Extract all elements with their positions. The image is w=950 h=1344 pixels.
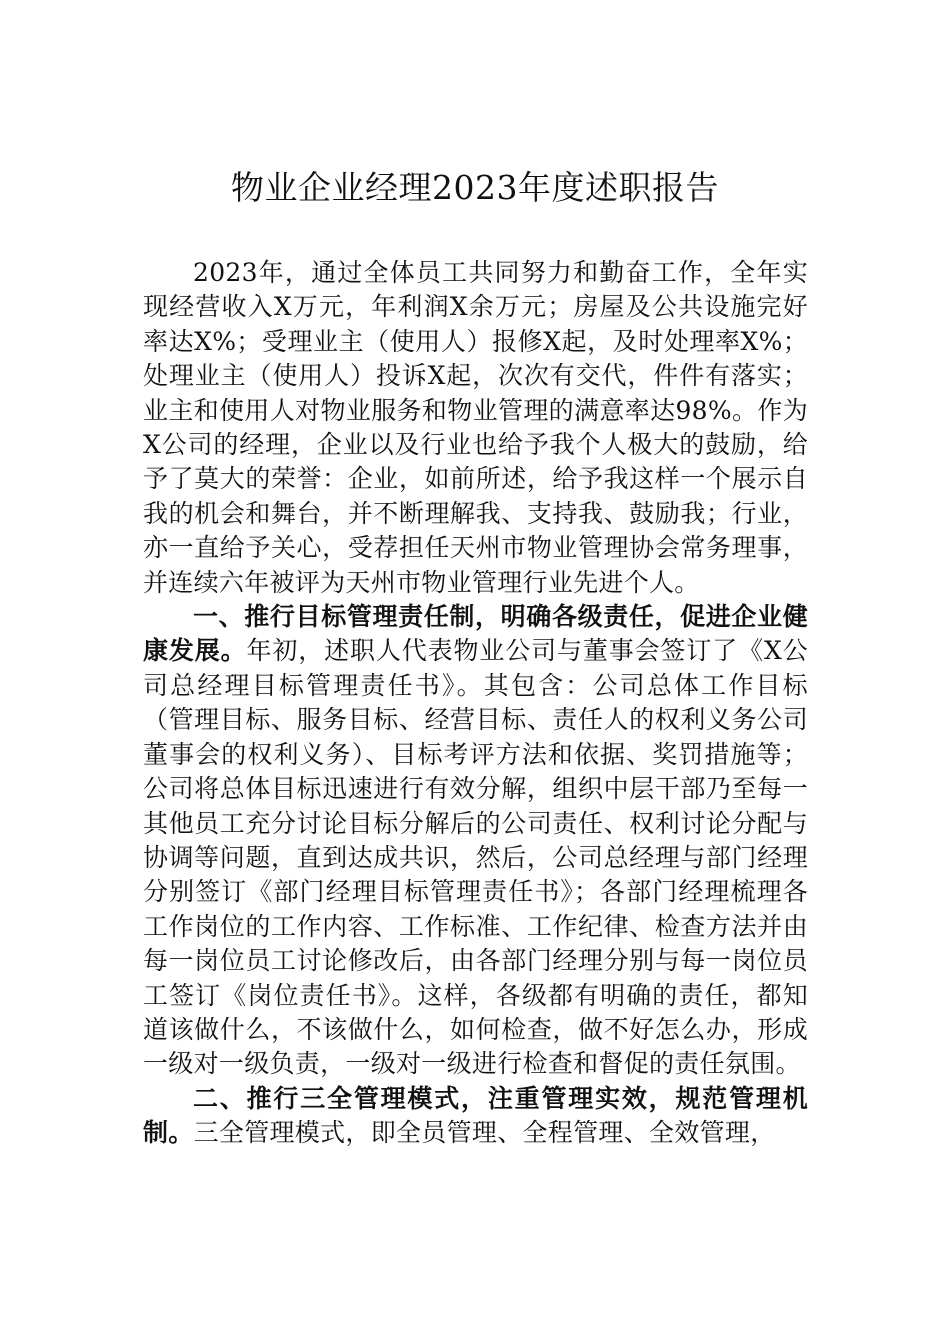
paragraph-text: 2023年，通过全体员工共同努力和勤奋工作，全年实现经营收入X万元，年利润X余万元；房屋及公共设施完好率达X%；受理业主（使用人）报修X起，及时处理率X%；处理业主（使用人）投诉X起，次次有交代，件件有落实；业主和使用人对物业服务和物业管理的满意率达98%。作为X公司的经理，企业以及行业也给予我个人极大的鼓励，给予了莫大的荣誉：企业，如前所述，给予我这样一个展示自我的机会和舞台，并不断理解我、支持我、鼓励我；行业，亦一直给予关心，受荐担任天州市物业管理协会常务理事，并连续六年被评为天州市物业管理行业先进个人。 [143,258,808,597]
section-1-heading: 一、推行目标管理责任制，明确各级责任，促进企业健康发展。 [143,602,808,666]
document-title: 物业企业经理2023年度述职报告 [231,168,719,207]
section-1-text: 年初，述职人代表物业公司与董事会签订了《X公司总经理目标管理责任书》。其包含：公司总体工作目标（管理目标、服务目标、经营目标、责任人的权利义务公司董事会的权利义务）、目标考评方法和依据、奖罚措施等；公司将总体目标迅速进行有效分解，组织中层干部乃至每一其他员工充分讨论目标分解后的公司责任、权利讨论分配与协调等问题，直到达成共识，然后，公司总经理与部门经理分别签订《部门经理目标管理责任书》；各部门经理梳理各工作岗位的工作内容、工作标准、工作纪律、检查方法并由每一岗位员工讨论修改后，由各部门经理分别与每一岗位员工签订《岗位责任书》。这样，各级都有明确的责任，都知道该做什么，不该做什么，如何检查，做不好怎么办，形成一级对一级负责，一级对一级进行检查和督促的责任氛围。 [143,636,809,1079]
section-2-heading: 二、推行三全管理模式，注重管理实效，规范管理机制。 [143,1083,808,1148]
document-body [143,256,808,1151]
paragraph-section-2 [143,1082,808,1151]
section-2-text: 三全管理模式，即全员管理、全程管理、全效管理， [193,1118,776,1148]
paragraph-section-1 [143,600,808,1082]
paragraph-intro [143,256,808,600]
